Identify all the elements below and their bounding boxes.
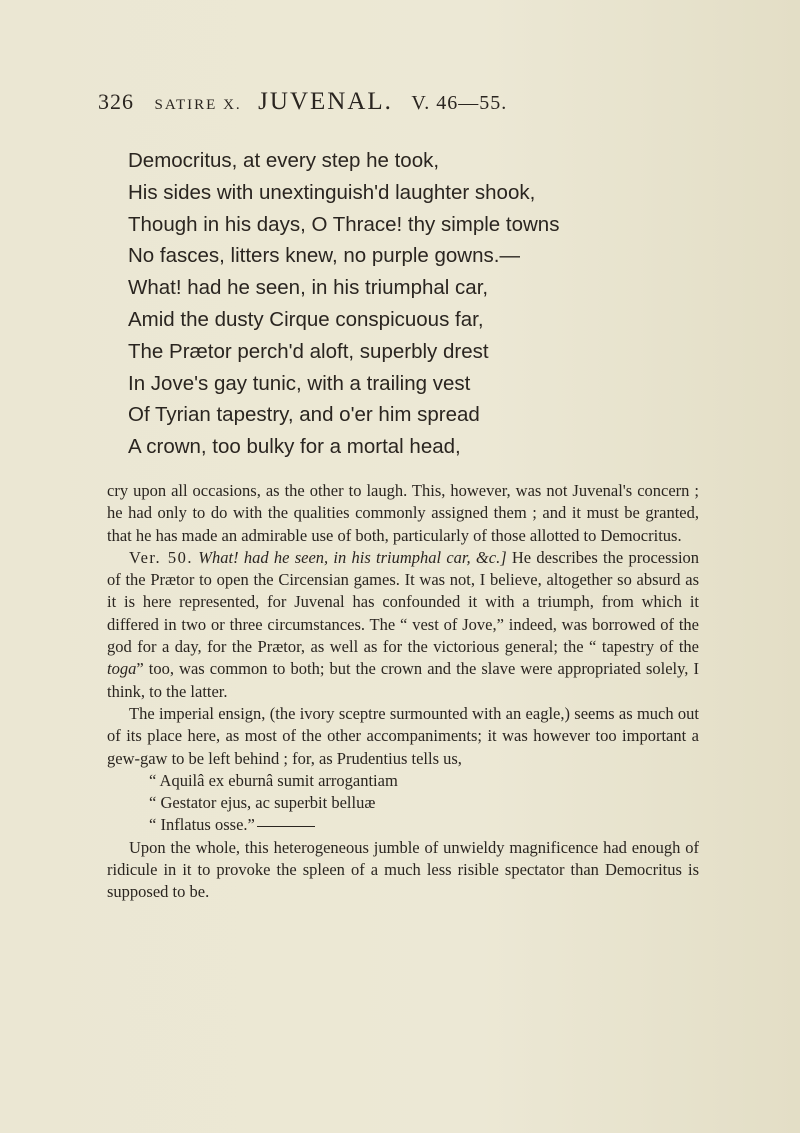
running-header [98,88,658,116]
poem-line: In Jove's gay tunic, with a trailing vest [128,371,471,395]
poem-line: The Prætor perch'd aloft, superbly drest [128,339,489,363]
latin-quote-text: “ Inflatus osse.” [149,815,255,835]
verse-range: V. 46—55. [411,92,508,114]
poem-line: What! had he seen, in his triumphal car, [128,276,489,300]
note-paragraph-ver-50 [107,547,699,703]
satire-label: SATIRE X. [154,97,242,113]
toga-word: toga [107,659,137,679]
commentary-notes [107,480,699,904]
poem-line: Though in his days, O Thrace! thy simple towns [128,212,560,236]
latin-quote-line: “ Aquilâ ex eburnâ sumit arrogantiam [149,770,398,790]
note-paragraph: cry upon all occasions, as the other to laugh. This, however, was not Juvenal's concern ; he had only to do with the qualities commonly assigned them ; and it must be granted, that he has made an admirable use of both, particularly of those allotted to Democritus. [107,481,699,545]
poem-verses [128,145,688,463]
poem-line: Amid the dusty Cirque conspicuous far, [128,307,484,331]
dash-rule [257,826,315,827]
note-text: He describes the procession of the Prætor to open the Circensian games. It was not, I believe, altogether so absurd as it is here represented, for Juvenal has confounded it with a triumph, from which it differed in two or three circumstances. The “ vest of Jove,” indeed, was borrowed of the god for a day, for the Prætor, as well as for the victorious general; the “ tapestry of the [107,547,700,657]
verse-citation: What! had he seen, in his triumphal car, &c.] [198,547,507,567]
poem-line: Of Tyrian tapestry, and o'er him spread [128,403,480,427]
note-paragraph: Upon the whole, this heterogeneous jumble of unwieldy magnificence had enough of ridicule in it to provoke the spleen of a much less risible spectator than Democritus is supposed to be. [107,837,699,902]
verse-reference: Ver. 50. [129,547,194,567]
latin-quote-line: “ Gestator ejus, ac superbit belluæ [149,793,376,813]
page-number: 326 [98,89,134,114]
poem-line: A crown, too bulky for a mortal head, [128,435,461,459]
note-text-end: ” too, was common to both; but the crown and the slave were appropriated solely, I think, to the latter. [107,659,699,701]
author-label: JUVENAL. [258,88,393,115]
poem-line: Democritus, at every step he took, [128,149,440,172]
poem-line: His sides with unextinguish'd laughter shook, [128,180,536,204]
latin-quote-line [107,814,699,836]
note-paragraph: The imperial ensign, (the ivory sceptre surmounted with an eagle,) seems as much out of its place here, as most of the other accompaniments; it was however too important a gew-gaw to be left behind ; for, as Prudentius tells us, [107,703,699,768]
poem-line: No fasces, litters knew, no purple gowns.— [128,244,520,268]
